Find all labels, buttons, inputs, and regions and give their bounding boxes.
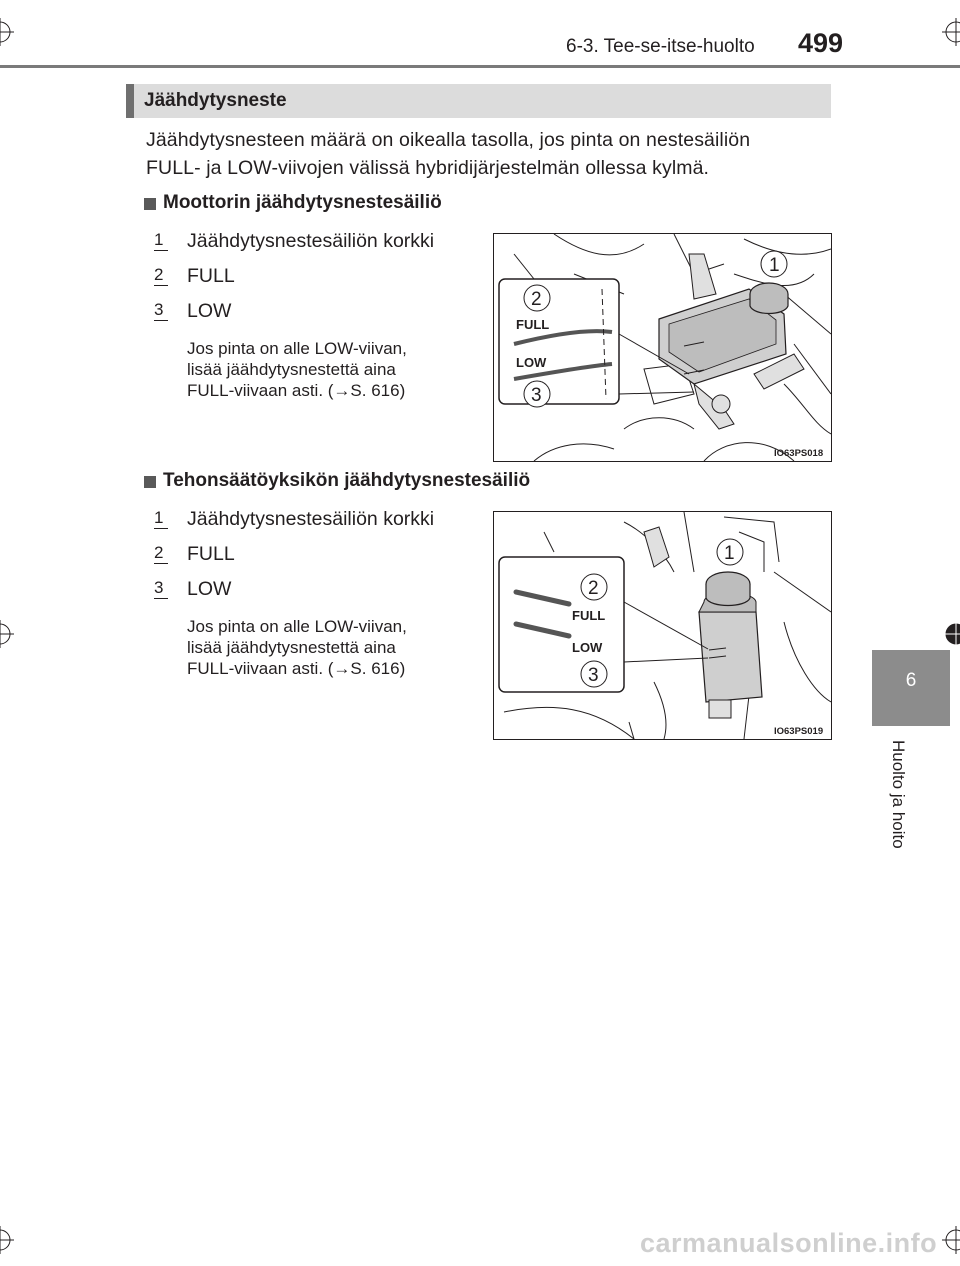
item-label-full: FULL [187, 265, 235, 287]
section-title: Jäähdytysneste [144, 90, 287, 111]
pcu-illustration [494, 512, 831, 739]
item-number-rule [154, 250, 168, 251]
callout-1: 1 [769, 255, 780, 276]
callout-2: 2 [588, 578, 599, 599]
item-number: 2 [154, 265, 164, 284]
chapter-title: Huolto ja hoito [889, 740, 908, 849]
figure-label-full: FULL [572, 608, 606, 623]
item-label-cap: Jäähdytysnestesäiliön korkki [187, 230, 435, 252]
note-1-line-3: FULL-viivaan asti. (→S. 616) [187, 381, 406, 400]
item-number-rule [154, 528, 168, 529]
item-label-low: LOW [187, 578, 232, 600]
running-header: 6-3. Tee-se-itse-huolto [566, 36, 755, 57]
note-2-line-3: FULL-viivaan asti. (→S. 616) [187, 659, 406, 678]
callout-3: 3 [531, 385, 542, 406]
item-number: 3 [154, 578, 164, 597]
crop-mark-icon [942, 18, 960, 46]
figure-label-low: LOW [572, 640, 603, 655]
crop-mark-icon [0, 18, 14, 46]
callout-2: 2 [531, 289, 542, 310]
item-number-rule [154, 320, 168, 321]
page-number: 499 [798, 28, 844, 58]
subsection-title-1: Moottorin jäähdytysnestesäiliö [163, 192, 442, 213]
callout-3: 3 [588, 665, 599, 686]
item-label-cap: Jäähdytysnestesäiliön korkki [187, 508, 435, 530]
chapter-number: 6 [905, 670, 917, 691]
figure-label-full: FULL [516, 317, 550, 332]
item-number: 1 [154, 230, 164, 249]
intro-line-2: FULL- ja LOW-viivojen välissä hybridijärjestelmän ollessa kylmä. [146, 157, 710, 179]
crop-mark-icon [0, 620, 14, 648]
item-label-full: FULL [187, 543, 235, 565]
item-number-rule [154, 285, 168, 286]
note-2-line-1: Jos pinta on alle LOW-viivan, [187, 617, 407, 636]
crop-mark-icon [942, 620, 960, 648]
figure-code: IO63PS018 [774, 448, 824, 459]
figure-label-low: LOW [516, 355, 547, 370]
note-1-line-1: Jos pinta on alle LOW-viivan, [187, 339, 407, 358]
item-number-rule [154, 598, 168, 599]
note-1-line-2: lisää jäähdytysnestettä aina [187, 360, 396, 379]
figure-engine-coolant-reservoir [493, 233, 832, 462]
figure-code: IO63PS019 [774, 726, 824, 737]
crop-mark-icon [0, 1226, 14, 1254]
callout-1: 1 [724, 543, 735, 564]
item-number: 1 [154, 508, 164, 527]
item-label-low: LOW [187, 300, 232, 322]
item-number: 2 [154, 543, 164, 562]
subhead-square-icon [144, 476, 156, 488]
engine-bay-illustration [494, 234, 831, 461]
header-rule [0, 65, 960, 68]
intro-line-1: Jäähdytysnesteen määrä on oikealla tasolla, jos pinta on nestesäiliön [146, 129, 751, 151]
item-number-rule [154, 563, 168, 564]
item-number: 3 [154, 300, 164, 319]
figure-pcu-coolant-reservoir [493, 511, 832, 740]
subhead-square-icon [144, 198, 156, 210]
section-title-accent [126, 84, 134, 118]
note-2-line-2: lisää jäähdytysnestettä aina [187, 638, 396, 657]
crop-mark-icon [942, 1226, 960, 1254]
note-1 [187, 338, 473, 401]
note-2 [187, 616, 473, 679]
subsection-title-2: Tehonsäätöyksikön jäähdytysnestesäiliö [163, 470, 531, 491]
watermark: carmanualsonline.info [640, 1228, 938, 1258]
